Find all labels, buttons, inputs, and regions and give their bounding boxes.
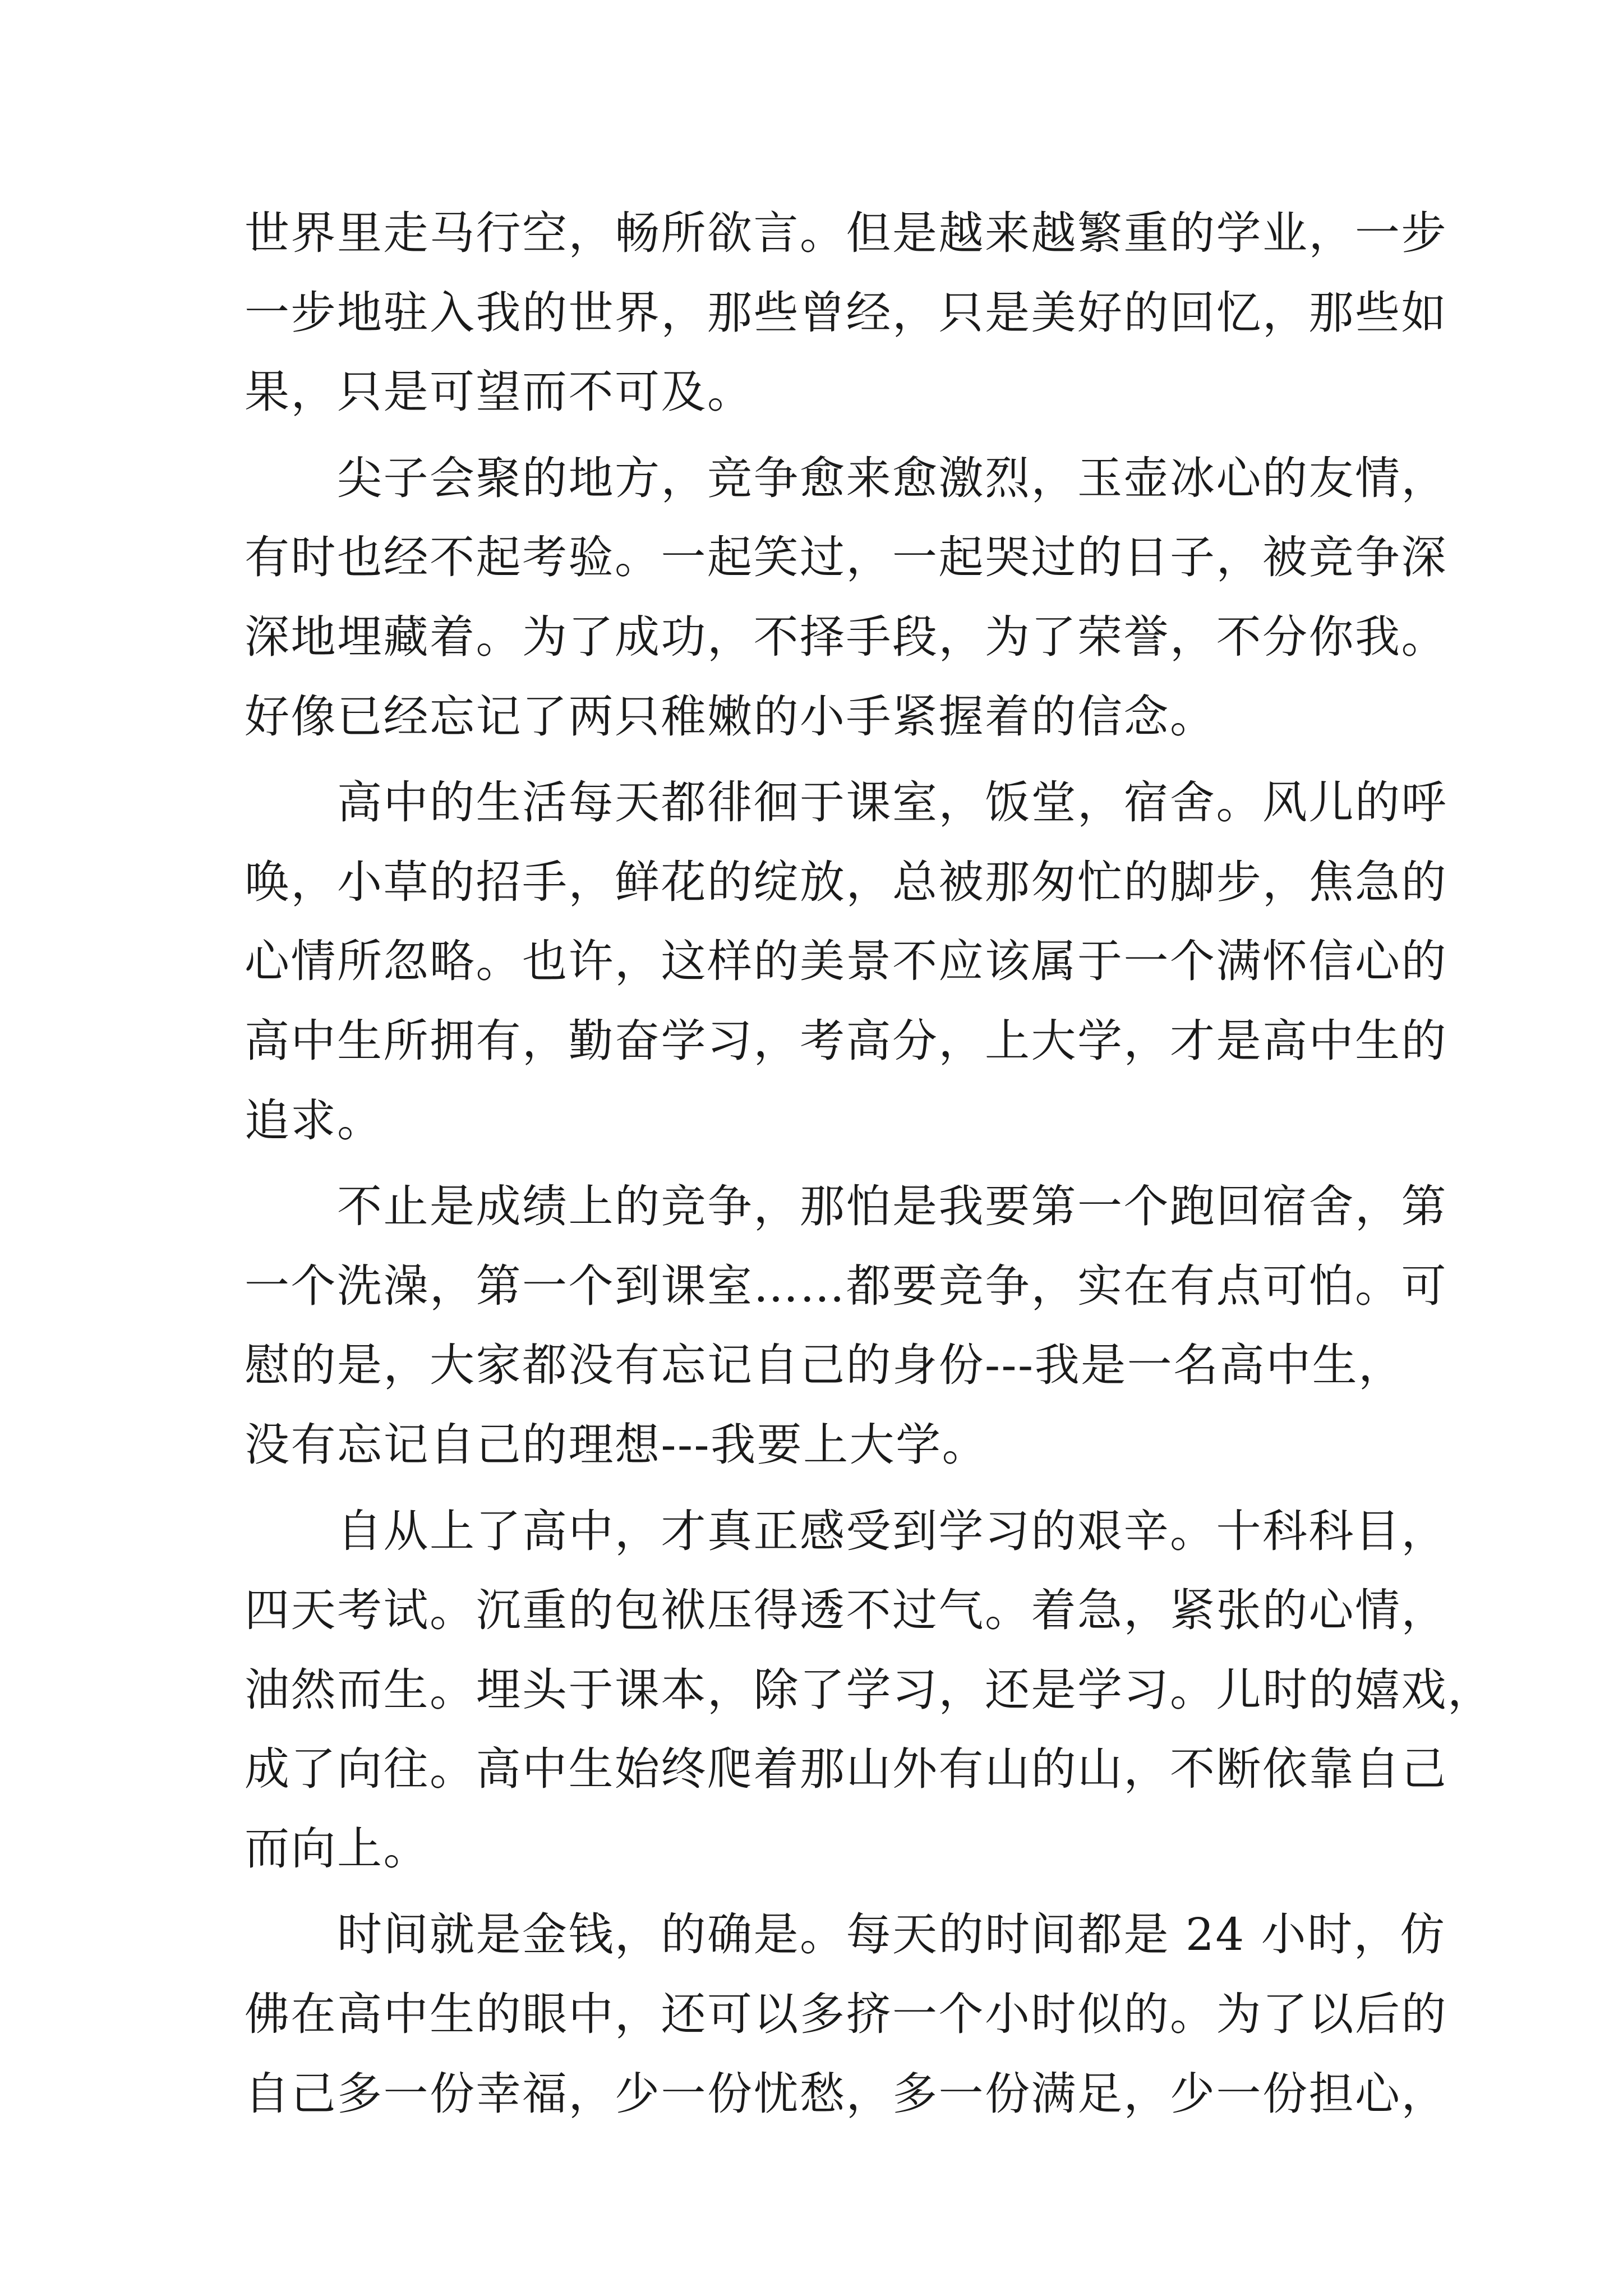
text-line: 唤，小草的招手，鲜花的绽放，总被那匆忙的脚步，焦急的: [245, 855, 1447, 908]
document-body: [245, 194, 1494, 2133]
text-line: 没有忘记自己的理想---我要上大学。: [245, 1418, 989, 1471]
text-line: 一个洗澡，第一个到课室……都要竞争，实在有点可怕。可: [245, 1259, 1447, 1312]
paragraph: [245, 1167, 1447, 1484]
text-line: 油然而生。埋头于课本，除了学习，还是学习。儿时的嬉戏，: [245, 1663, 1494, 1716]
paragraph-gap: [245, 756, 1383, 763]
text-line: 自从上了高中，才真正感受到学习的艰辛。十科科目，: [245, 1504, 1447, 1557]
paragraph-gap: [245, 1160, 1383, 1167]
text-line: 四天考试。沉重的包袱压得透不过气。着急，紧张的心情，: [245, 1584, 1447, 1637]
paragraph: [245, 439, 1447, 756]
text-line: 果，只是可望而不可及。: [245, 366, 754, 418]
text-line: 心情所忽略。也许，这样的美景不应该属于一个满怀信心的: [245, 935, 1447, 988]
text-line: 佛在高中生的眼中，还可以多挤一个小时似的。为了以后的: [245, 1988, 1447, 2041]
paragraph: [245, 1895, 1447, 2133]
text-line: 尖子会聚的地方，竞争愈来愈激烈，玉壶冰心的友情，: [245, 452, 1447, 504]
text-line: 成了向往。高中生始终爬着那山外有山的山，不断依靠自己: [245, 1743, 1447, 1796]
paragraph-gap: [245, 1485, 1383, 1492]
text-line: 有时也经不起考验。一起笑过，一起哭过的日子，被竞争深: [245, 531, 1447, 584]
text-line: 时间就是金钱，的确是。每天的时间都是 24 小时，仿: [245, 1908, 1446, 1961]
paragraph: [245, 194, 1447, 432]
text-line: 高中的生活每天都徘徊于课室，饭堂，宿舍。风儿的呼: [245, 776, 1447, 829]
text-line: 高中生所拥有，勤奋学习，考高分，上大学，才是高中生的: [245, 1014, 1447, 1067]
paragraph: [245, 1492, 1494, 1889]
text-line: 慰的是，大家都没有忘记自己的身份---我是一名高中生，: [245, 1339, 1405, 1392]
text-line: 一步地驻入我的世界，那些曾经，只是美好的回忆，那些如: [245, 286, 1447, 339]
text-line: 好像已经忘记了两只稚嫩的小手紧握着的信念。: [245, 690, 1216, 743]
text-line: 深地埋藏着。为了成功，不择手段，为了荣誉，不分你我。: [245, 610, 1447, 663]
paragraph: [245, 763, 1447, 1160]
text-line: 自己多一份幸福，少一份忧愁，多一份满足，少一份担心，: [245, 2067, 1447, 2120]
paragraph-gap: [245, 1888, 1383, 1895]
paragraph-gap: [245, 432, 1383, 439]
text-line: 追求。: [245, 1094, 384, 1147]
text-line: 而向上。: [245, 1822, 430, 1875]
text-line: 世界里走马行空，畅所欲言。但是越来越繁重的学业，一步: [245, 207, 1447, 259]
text-line: 不止是成绩上的竞争，那怕是我要第一个跑回宿舍，第: [245, 1180, 1447, 1233]
